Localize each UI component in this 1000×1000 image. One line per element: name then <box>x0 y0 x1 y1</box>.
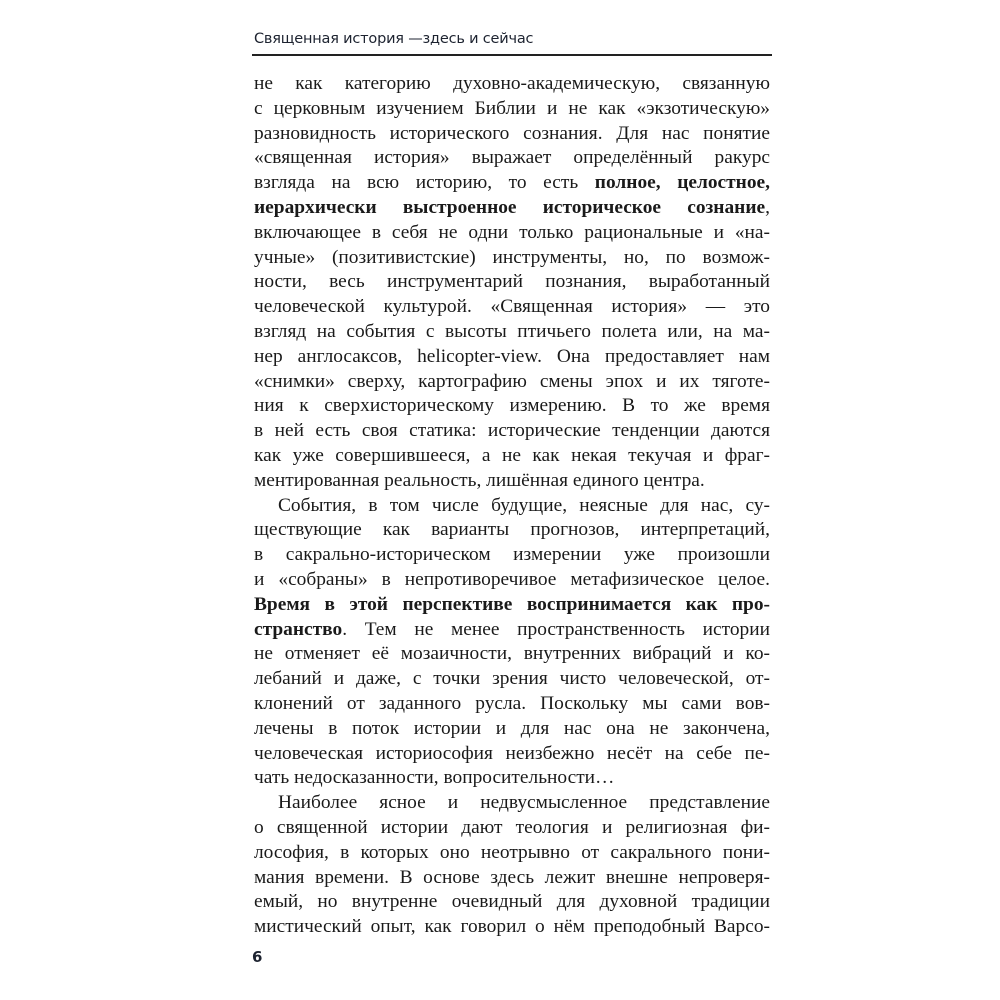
text-run: не как категорию духовно-академическую, связанную <box>254 73 770 94</box>
text-run: включающее в себя не одни только рациональные и «на- <box>254 221 770 243</box>
text-line <box>254 742 770 767</box>
text-run: «священная история» выражает определённый ракурс <box>254 147 770 169</box>
text-line <box>254 518 770 543</box>
text-run: «снимки» сверху, картографию смены эпох и их тяготе- <box>254 370 770 392</box>
text-line <box>254 692 770 717</box>
text-line <box>254 246 770 271</box>
text-run: ния к сверхисторическому измерению. В то же время <box>254 395 770 417</box>
text-run: как уже совершившееся, а не как некая текучая и фраг- <box>254 444 770 466</box>
text-run: о священной истории дают теология и религиозная фи- <box>254 816 770 838</box>
text-line <box>254 791 770 816</box>
text-line <box>254 766 770 791</box>
text-run: емый, но внутренне очевидный для духовной традиции <box>254 891 770 913</box>
text-run: человеческая историософия неизбежно несёт на себе пе- <box>254 742 770 764</box>
text-run: лечены в поток истории и для нас она не закончена, <box>254 717 770 739</box>
text-line <box>254 146 770 171</box>
text-run: не отменяет её мозаичности, внутренних вибраций и ко- <box>254 643 770 665</box>
text-line <box>254 295 770 320</box>
text-line <box>254 72 770 97</box>
running-head: Священная история —здесь и сейчас <box>254 31 534 47</box>
text-run: ментированная реальность, лишённая единого центра. <box>254 469 705 491</box>
text-run: учные» (позитивистские) инструменты, но, по возмож- <box>254 246 770 268</box>
bold-text: полное, целостное, <box>594 172 770 194</box>
text-line <box>254 345 770 370</box>
page-number: 6 <box>252 948 263 966</box>
text-run: в ней есть своя статика: исторические тенденции даются <box>254 420 770 442</box>
text-line <box>254 841 770 866</box>
text-line <box>254 270 770 295</box>
text-run: человеческой культурой. «Священная история» — это <box>254 296 770 318</box>
text-line <box>254 171 770 196</box>
text-run: мания времени. В основе здесь лежит внешне непроверя- <box>254 866 770 888</box>
text-run: , <box>765 196 770 218</box>
text-line <box>254 97 770 122</box>
text-run: лебаний и даже, с точки зрения чисто человеческой, от- <box>254 668 770 690</box>
text-line <box>254 915 770 940</box>
text-line <box>254 221 770 246</box>
bold-text: Время в этой перспективе воспринимается как про- <box>254 593 770 615</box>
text-run: нер англосаксов, helicopter-view. Она предоставляет нам <box>254 345 770 367</box>
text-line <box>254 122 770 147</box>
text-line <box>254 543 770 568</box>
text-run: ществующие как варианты прогнозов, интерпретаций, <box>254 519 770 541</box>
text-line <box>254 618 770 643</box>
text-line <box>254 320 770 345</box>
text-line <box>254 593 770 618</box>
body-text <box>254 72 770 940</box>
text-line <box>254 196 770 221</box>
text-run: с церковным изучением Библии и не как «экзотическую» <box>254 97 770 119</box>
text-run: События, в том числе будущие, неясные для нас, су- <box>278 494 770 516</box>
text-run: ности, весь инструментарий познания, выработанный <box>254 271 770 293</box>
text-run: лософия, в которых оно неотрывно от сакрального пони- <box>254 841 770 863</box>
bold-text: иерархически выстроенное историческое сознание <box>254 196 766 218</box>
text-line <box>254 419 770 444</box>
text-run: чать недосказанности, вопросительности… <box>254 767 615 789</box>
text-run: мистический опыт, как говорил о нём преподобный Варсо- <box>254 916 770 938</box>
text-line <box>254 667 770 692</box>
header-rule <box>252 54 772 56</box>
text-run: взгляда на всю историю, то есть <box>254 172 595 194</box>
text-line <box>254 494 770 519</box>
text-line <box>254 568 770 593</box>
bold-text: странство <box>254 618 343 640</box>
text-run: . Тем не менее пространственность истории <box>342 618 770 640</box>
text-line <box>254 370 770 395</box>
text-line <box>254 642 770 667</box>
text-run: и «собраны» в непротиворечивое метафизическое целое. <box>254 568 770 590</box>
text-line <box>254 394 770 419</box>
text-line <box>254 890 770 915</box>
text-run: в сакрально-историческом измерении уже произошли <box>254 544 770 566</box>
text-line <box>254 866 770 891</box>
text-line <box>254 816 770 841</box>
text-run: клонений от заданного русла. Поскольку мы сами вов- <box>254 692 770 714</box>
text-line <box>254 469 770 494</box>
text-run: взгляд на события с высоты птичьего полета или, на ма- <box>254 320 770 342</box>
text-line <box>254 444 770 469</box>
text-run: Наиболее ясное и недвусмысленное представление <box>278 792 770 814</box>
text-line <box>254 717 770 742</box>
text-run: разновидность исторического сознания. Для нас понятие <box>254 122 770 144</box>
